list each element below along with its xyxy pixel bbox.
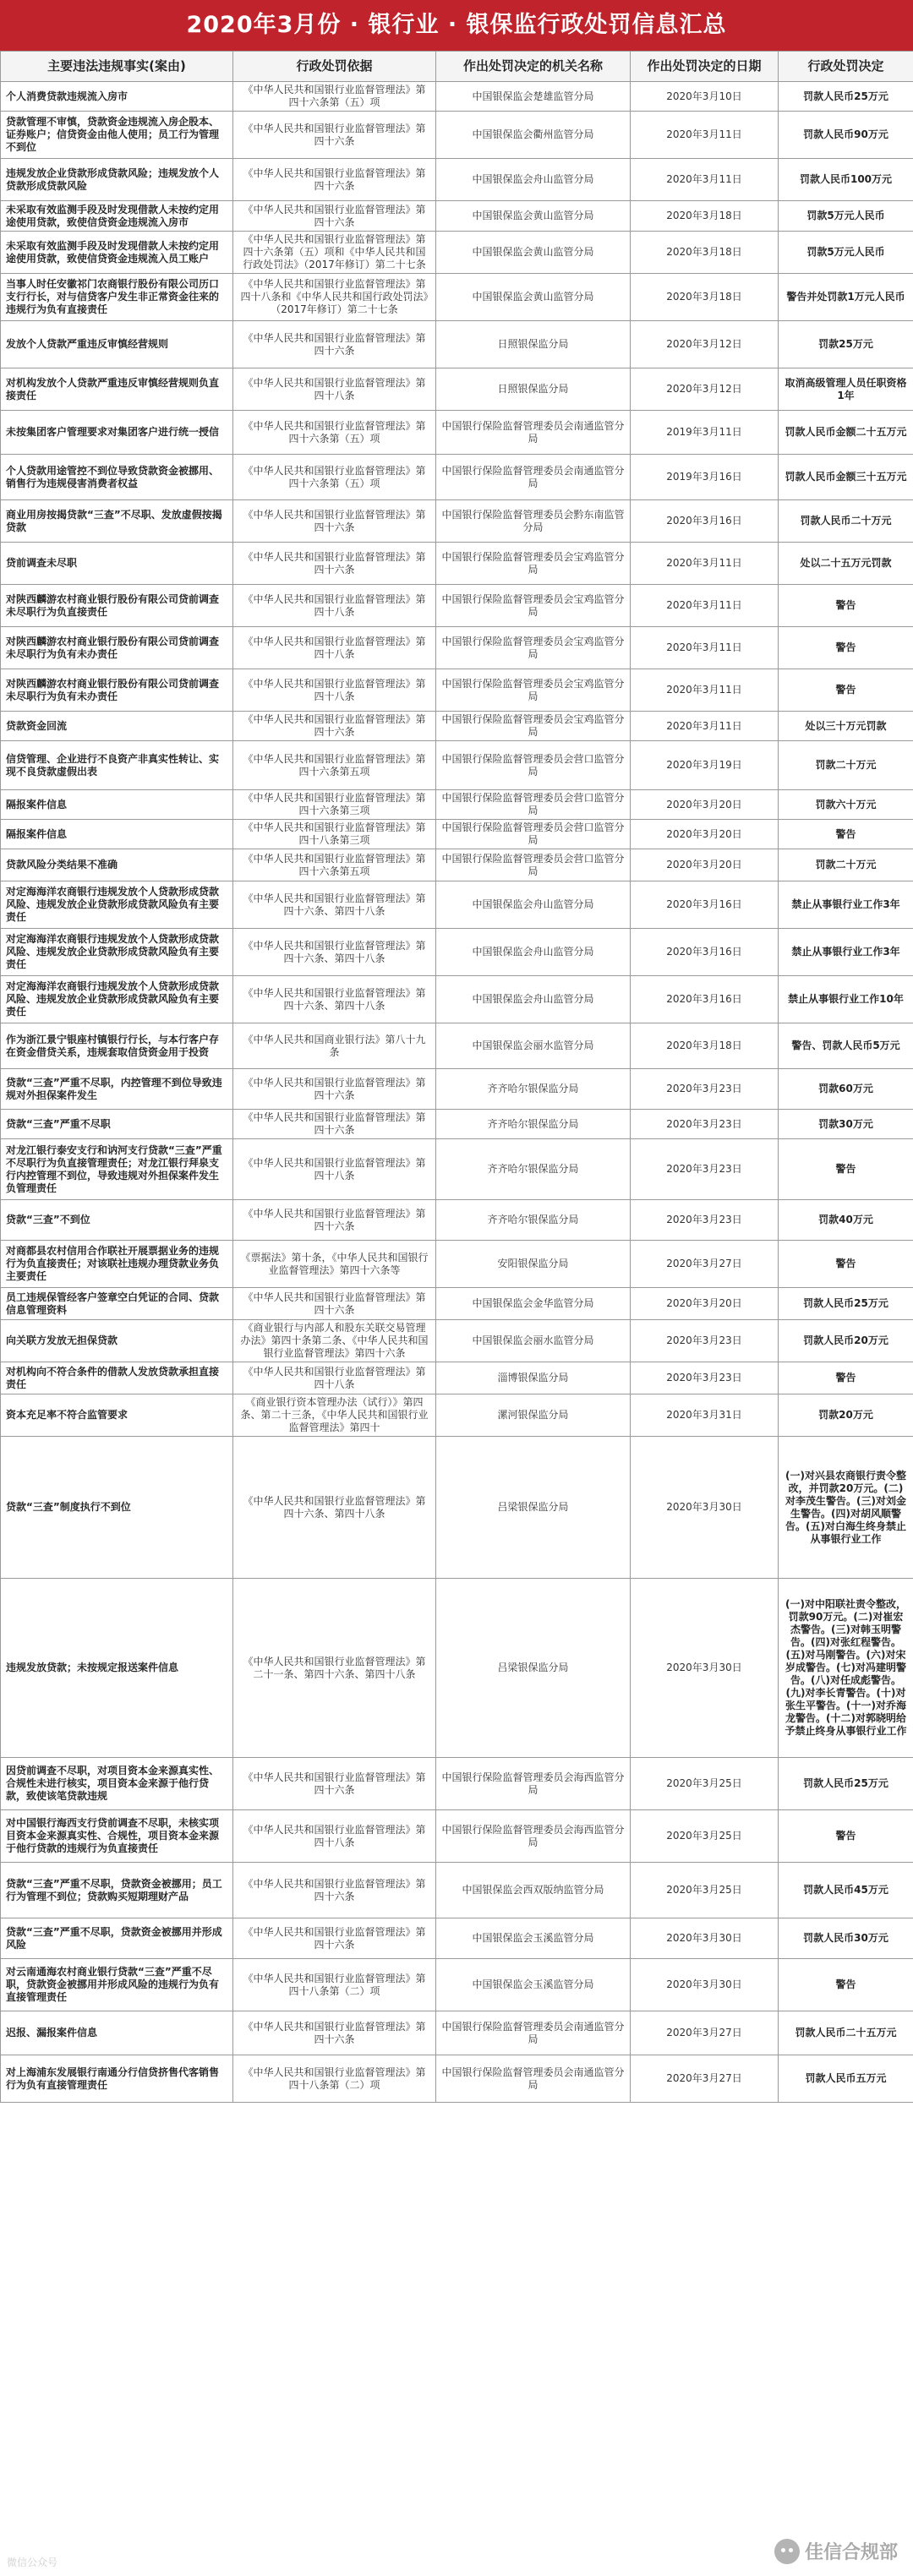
column-header-decision: 行政处罚决定 xyxy=(779,52,913,82)
cell-organ: 中国银行保险监督管理委员会南通监管分局 xyxy=(436,2055,631,2103)
cell-organ: 中国银行保险监督管理委员会海西监管分局 xyxy=(436,1810,631,1863)
cell-date: 2020年3月18日 xyxy=(631,1023,779,1069)
cell-fact: 员工违规保管经客户签章空白凭证的合同、贷款信息管理资料 xyxy=(1,1288,233,1320)
cell-fact: 对中国银行海西支行贷前调查不尽职，未核实项目资本金来源真实性、合规性，项目资本金来源于他行贷款的违规行为负直接责任 xyxy=(1,1810,233,1863)
column-header-organ: 作出处罚决定的机关名称 xyxy=(436,52,631,82)
cell-basis: 《中华人民共和国银行业监督管理法》第四十八条第三项 xyxy=(233,820,436,849)
cell-date: 2020年3月11日 xyxy=(631,669,779,712)
cell-date: 2020年3月20日 xyxy=(631,820,779,849)
table-row xyxy=(1,455,913,500)
cell-date: 2020年3月16日 xyxy=(631,881,779,929)
cell-fact: 向关联方发放无担保贷款 xyxy=(1,1320,233,1362)
table-row xyxy=(1,712,913,741)
cell-date: 2020年3月18日 xyxy=(631,274,779,321)
cell-fact: 对龙江银行泰安支行和讷河支行贷款“三查”严重不尽职行为负直接管理责任；对龙江银行拜泉支行内控管理不到位，导致违规对外担保案件发生负管理责任 xyxy=(1,1139,233,1200)
watermark-left: 微信公众号 xyxy=(7,2557,58,2568)
cell-basis: 《中华人民共和国银行业监督管理法》第四十六条第三项 xyxy=(233,790,436,820)
table-row xyxy=(1,112,913,159)
cell-decision: 罚款人民币二十五万元 xyxy=(779,2011,913,2055)
cell-date: 2020年3月25日 xyxy=(631,1810,779,1863)
cell-organ: 中国银行保险监督管理委员会南通监管分局 xyxy=(436,411,631,455)
cell-organ: 中国银保监会丽水监管分局 xyxy=(436,1023,631,1069)
cell-organ: 中国银保监会舟山监管分局 xyxy=(436,976,631,1023)
cell-decision: 罚款5万元人民币 xyxy=(779,232,913,274)
cell-fact: 贷款“三查”严重不尽职 xyxy=(1,1110,233,1139)
cell-basis: 《中华人民共和国银行业监督管理法》第四十六条 xyxy=(233,201,436,232)
cell-basis: 《中华人民共和国银行业监督管理法》第四十六条 xyxy=(233,2011,436,2055)
table-row xyxy=(1,1320,913,1362)
cell-organ: 中国银保监会黄山监管分局 xyxy=(436,201,631,232)
cell-decision: 罚款40万元 xyxy=(779,1200,913,1241)
cell-basis: 《中华人民共和国银行业监督管理法》第四十六条第（五）项和《中华人民共和国行政处罚法》（2017年修订）第二十七条 xyxy=(233,232,436,274)
cell-date: 2020年3月20日 xyxy=(631,790,779,820)
cell-date: 2020年3月25日 xyxy=(631,1863,779,1918)
cell-date: 2020年3月27日 xyxy=(631,1241,779,1288)
cell-date: 2020年3月11日 xyxy=(631,585,779,627)
table-row xyxy=(1,881,913,929)
cell-date: 2020年3月18日 xyxy=(631,232,779,274)
cell-basis: 《中华人民共和国银行业监督管理法》第四十六条、第四十八条 xyxy=(233,881,436,929)
cell-decision: 罚款5万元人民币 xyxy=(779,201,913,232)
cell-organ: 中国银保监会舟山监管分局 xyxy=(436,881,631,929)
cell-organ: 中国银保监会黄山监管分局 xyxy=(436,274,631,321)
cell-fact: 贷款“三查”制度执行不到位 xyxy=(1,1437,233,1579)
cell-organ: 淄博银保监分局 xyxy=(436,1362,631,1394)
cell-basis: 《中华人民共和国银行业监督管理法》第四十六条 xyxy=(233,1288,436,1320)
cell-date: 2020年3月27日 xyxy=(631,2055,779,2103)
cell-decision: 罚款六十万元 xyxy=(779,790,913,820)
cell-fact: 商业用房按揭贷款“三查”不尽职、发放虚假按揭贷款 xyxy=(1,500,233,543)
cell-basis: 《中华人民共和国银行业监督管理法》第四十六条、第四十八条 xyxy=(233,1437,436,1579)
cell-organ: 齐齐哈尔银保监分局 xyxy=(436,1200,631,1241)
cell-fact: 资本充足率不符合监管要求 xyxy=(1,1394,233,1437)
cell-basis: 《中华人民共和国银行业监督管理法》第四十六条第（五）项 xyxy=(233,82,436,112)
cell-basis: 《中华人民共和国银行业监督管理法》第四十六条 xyxy=(233,543,436,585)
cell-fact: 隔报案件信息 xyxy=(1,790,233,820)
cell-organ: 吕梁银保监分局 xyxy=(436,1437,631,1579)
cell-organ: 漯河银保监分局 xyxy=(436,1394,631,1437)
table-row xyxy=(1,274,913,321)
cell-fact: 贷款管理不审慎，贷款资金违规流入房企股本、证券账户；信贷资金由他人使用；员工行为管理不到位 xyxy=(1,112,233,159)
cell-decision: 罚款20万元 xyxy=(779,1394,913,1437)
cell-fact: 隔报案件信息 xyxy=(1,820,233,849)
cell-fact: 个人贷款用途管控不到位导致贷款资金被挪用、销售行为违规侵害消费者权益 xyxy=(1,455,233,500)
cell-organ: 中国银行保险监督管理委员会宝鸡监管分局 xyxy=(436,627,631,669)
cell-organ: 齐齐哈尔银保监分局 xyxy=(436,1110,631,1139)
table-row xyxy=(1,1810,913,1863)
cell-date: 2020年3月23日 xyxy=(631,1110,779,1139)
cell-decision: 罚款二十万元 xyxy=(779,849,913,881)
cell-decision: 罚款25万元 xyxy=(779,321,913,368)
cell-organ: 中国银行保险监督管理委员会营口监管分局 xyxy=(436,849,631,881)
table-row xyxy=(1,321,913,368)
cell-decision: 警告 xyxy=(779,627,913,669)
cell-date: 2019年3月16日 xyxy=(631,455,779,500)
cell-date: 2020年3月23日 xyxy=(631,1200,779,1241)
cell-date: 2020年3月23日 xyxy=(631,1069,779,1110)
cell-fact: 对上海浦东发展银行南通分行信贷挤售代客销售行为负有直接管理责任 xyxy=(1,2055,233,2103)
cell-basis: 《中华人民共和国银行业监督管理法》第四十八条和《中华人民共和国行政处罚法》（2017年修订）第二十七条 xyxy=(233,274,436,321)
cell-fact: 对机构发放个人贷款严重违反审慎经营规则负直接责任 xyxy=(1,368,233,411)
table-row xyxy=(1,232,913,274)
cell-organ: 中国银保监会舟山监管分局 xyxy=(436,159,631,201)
table-row xyxy=(1,976,913,1023)
table-row xyxy=(1,1362,913,1394)
table-row xyxy=(1,1200,913,1241)
cell-decision: 罚款人民币金额三十五万元 xyxy=(779,455,913,500)
cell-organ: 齐齐哈尔银保监分局 xyxy=(436,1069,631,1110)
cell-decision: 处以三十万元罚款 xyxy=(779,712,913,741)
cell-fact: 贷款“三查”不到位 xyxy=(1,1200,233,1241)
cell-organ: 中国银行保险监督管理委员会宝鸡监管分局 xyxy=(436,585,631,627)
cell-fact: 当事人时任安徽祁门农商银行股份有限公司历口支行行长，对与信贷客户发生非正常资金往来的违规行为负有直接责任 xyxy=(1,274,233,321)
cell-organ: 中国银行保险监督管理委员会海西监管分局 xyxy=(436,1758,631,1810)
cell-decision: 取消高级管理人员任职资格1年 xyxy=(779,368,913,411)
cell-basis: 《中华人民共和国银行业监督管理法》第四十八条 xyxy=(233,1139,436,1200)
table-row xyxy=(1,543,913,585)
cell-organ: 中国银保监会舟山监管分局 xyxy=(436,929,631,976)
cell-fact: 贷款“三查”严重不尽职，贷款资金被挪用并形成风险 xyxy=(1,1918,233,1959)
cell-fact: 作为浙江景宁银座村镇银行行长，与本行客户存在资金借贷关系，违规套取信贷资金用于投资 xyxy=(1,1023,233,1069)
cell-fact: 对定海海洋农商银行违规发放个人贷款形成贷款风险、违规发放企业贷款形成贷款风险负有主要责任 xyxy=(1,976,233,1023)
cell-fact: 贷款资金回流 xyxy=(1,712,233,741)
cell-basis: 《中华人民共和国银行业监督管理法》第四十六条 xyxy=(233,712,436,741)
table-row xyxy=(1,1110,913,1139)
cell-decision: 禁止从事银行业工作3年 xyxy=(779,929,913,976)
cell-decision: 罚款人民币20万元 xyxy=(779,1320,913,1362)
table-row xyxy=(1,627,913,669)
table-row xyxy=(1,1437,913,1579)
cell-organ: 中国银行保险监督管理委员会南通监管分局 xyxy=(436,455,631,500)
cell-date: 2020年3月25日 xyxy=(631,1758,779,1810)
cell-fact: 对陕西麟游农村商业银行股份有限公司贷前调查未尽职行为负有未办责任 xyxy=(1,669,233,712)
table-row xyxy=(1,820,913,849)
table-row xyxy=(1,790,913,820)
cell-basis: 《中华人民共和国商业银行法》第八十九条 xyxy=(233,1023,436,1069)
cell-organ: 中国银行保险监督管理委员会宝鸡监管分局 xyxy=(436,712,631,741)
table-row xyxy=(1,411,913,455)
cell-basis: 《中华人民共和国银行业监督管理法》第四十六条 xyxy=(233,1069,436,1110)
column-header-fact: 主要违法违规事实(案由) xyxy=(1,52,233,82)
cell-basis: 《中华人民共和国银行业监督管理法》第四十六条 xyxy=(233,321,436,368)
cell-basis: 《中华人民共和国银行业监督管理法》第四十六条 xyxy=(233,500,436,543)
cell-organ: 中国银保监会玉溪监管分局 xyxy=(436,1959,631,2011)
cell-decision: (一)对中阳联社责令整改，罚款90万元。(二)对崔宏杰警告。(三)对韩玉明警告。(四)对张红程警告。(五)对马刚警告。(六)对宋岁成警告。(七)对冯建明警告。(八)对任成彪警告。(九)对李长青警告。(十)对张生平警告。(十一)对乔海龙警告。(十二)对郭晓明给予禁止终身从事银行业工作 xyxy=(779,1579,913,1758)
cell-basis: 《中华人民共和国银行业监督管理法》第四十八条 xyxy=(233,585,436,627)
cell-decision: 罚款人民币100万元 xyxy=(779,159,913,201)
cell-fact: 违规发放企业贷款形成贷款风险；违规发放个人贷款形成贷款风险 xyxy=(1,159,233,201)
cell-decision: 罚款人民币25万元 xyxy=(779,1758,913,1810)
cell-organ: 中国银保监会金华监管分局 xyxy=(436,1288,631,1320)
cell-basis: 《中华人民共和国银行业监督管理法》第四十六条 xyxy=(233,1863,436,1918)
cell-basis: 《中华人民共和国银行业监督管理法》第四十八条 xyxy=(233,1362,436,1394)
cell-fact: 因贷前调查不尽职，对项目资本金来源真实性、合规性未进行核实，项目资本金来源于他行贷款，致使该笔贷款违规 xyxy=(1,1758,233,1810)
cell-fact: 对商都县农村信用合作联社开展票据业务的违规行为负直接责任；对该联社违规办理贷款业务负主要责任 xyxy=(1,1241,233,1288)
table-header-row xyxy=(1,52,913,82)
cell-basis: 《中华人民共和国银行业监督管理法》第四十八条第（二）项 xyxy=(233,1959,436,2011)
table-row xyxy=(1,1918,913,1959)
cell-decision: 警告 xyxy=(779,1810,913,1863)
cell-date: 2020年3月30日 xyxy=(631,1959,779,2011)
cell-date: 2020年3月30日 xyxy=(631,1579,779,1758)
table-row xyxy=(1,1959,913,2011)
cell-fact: 对定海海洋农商银行违规发放个人贷款形成贷款风险、违规发放企业贷款形成贷款风险负有主要责任 xyxy=(1,881,233,929)
cell-organ: 中国银行保险监督管理委员会营口监管分局 xyxy=(436,741,631,790)
table-row xyxy=(1,1069,913,1110)
cell-decision: 罚款60万元 xyxy=(779,1069,913,1110)
cell-decision: 警告 xyxy=(779,1241,913,1288)
cell-date: 2020年3月16日 xyxy=(631,500,779,543)
cell-organ: 中国银行保险监督管理委员会黔东南监管分局 xyxy=(436,500,631,543)
cell-basis: 《中华人民共和国银行业监督管理法》第四十八条 xyxy=(233,627,436,669)
cell-fact: 对陕西麟游农村商业银行股份有限公司贷前调查未尽职行为负直接责任 xyxy=(1,585,233,627)
table-row xyxy=(1,1758,913,1810)
cell-date: 2020年3月30日 xyxy=(631,1437,779,1579)
cell-date: 2020年3月16日 xyxy=(631,976,779,1023)
table-row xyxy=(1,82,913,112)
cell-fact: 对机构向不符合条件的借款人发放贷款承担直接责任 xyxy=(1,1362,233,1394)
cell-decision: 禁止从事银行业工作3年 xyxy=(779,881,913,929)
table-row xyxy=(1,1023,913,1069)
cell-date: 2020年3月16日 xyxy=(631,929,779,976)
cell-fact: 对云南通海农村商业银行贷款“三查”严重不尽职，贷款资金被挪用并形成风险的违规行为负有直接管理责任 xyxy=(1,1959,233,2011)
cell-decision: 罚款人民币二十万元 xyxy=(779,500,913,543)
cell-decision: 警告 xyxy=(779,585,913,627)
cell-date: 2020年3月11日 xyxy=(631,712,779,741)
cell-basis: 《中华人民共和国银行业监督管理法》第四十六条第（五）项 xyxy=(233,455,436,500)
cell-date: 2020年3月30日 xyxy=(631,1918,779,1959)
cell-basis: 《中华人民共和国银行业监督管理法》第四十八条 xyxy=(233,368,436,411)
cell-organ: 安阳银保监分局 xyxy=(436,1241,631,1288)
cell-date: 2020年3月20日 xyxy=(631,849,779,881)
page-title: 2020年3月份 · 银行业 · 银保监行政处罚信息汇总 xyxy=(0,0,913,51)
cell-fact: 发放个人贷款严重违反审慎经营规则 xyxy=(1,321,233,368)
cell-basis: 《中华人民共和国银行业监督管理法》第四十六条 xyxy=(233,1918,436,1959)
cell-decision: 警告 xyxy=(779,1959,913,2011)
watermark xyxy=(769,2536,903,2566)
cell-decision: 罚款人民币25万元 xyxy=(779,82,913,112)
cell-basis: 《中华人民共和国银行业监督管理法》第四十六条 xyxy=(233,159,436,201)
cell-basis: 《中华人民共和国银行业监督管理法》第四十六条、第四十八条 xyxy=(233,929,436,976)
cell-basis: 《中华人民共和国银行业监督管理法》第四十六条 xyxy=(233,1758,436,1810)
cell-fact: 个人消费贷款违规流入房市 xyxy=(1,82,233,112)
cell-date: 2019年3月11日 xyxy=(631,411,779,455)
table-row xyxy=(1,1579,913,1758)
cell-decision: 禁止从事银行业工作10年 xyxy=(779,976,913,1023)
cell-date: 2020年3月27日 xyxy=(631,2011,779,2055)
table-body xyxy=(1,82,913,2103)
cell-decision: (一)对兴县农商银行责令整改，并罚款20万元。(二)对李茂生警告。(三)对刘金生警告。(四)对胡风顺警告。(五)对白海生终身禁止从事银行业工作 xyxy=(779,1437,913,1579)
cell-organ: 中国银保监会楚雄监管分局 xyxy=(436,82,631,112)
table-row xyxy=(1,669,913,712)
column-header-basis: 行政处罚依据 xyxy=(233,52,436,82)
cell-basis: 《中华人民共和国银行业监督管理法》第四十六条 xyxy=(233,1110,436,1139)
table-row xyxy=(1,159,913,201)
cell-date: 2020年3月19日 xyxy=(631,741,779,790)
cell-basis: 《中华人民共和国银行业监督管理法》第四十六条 xyxy=(233,112,436,159)
cell-date: 2020年3月12日 xyxy=(631,368,779,411)
table-row xyxy=(1,2055,913,2103)
cell-decision: 罚款人民币25万元 xyxy=(779,1288,913,1320)
table-row xyxy=(1,1139,913,1200)
cell-date: 2020年3月11日 xyxy=(631,112,779,159)
cell-date: 2020年3月11日 xyxy=(631,627,779,669)
cell-date: 2020年3月23日 xyxy=(631,1320,779,1362)
cell-date: 2020年3月18日 xyxy=(631,201,779,232)
cell-decision: 罚款30万元 xyxy=(779,1110,913,1139)
cell-fact: 信贷管理、企业进行不良资产非真实性转让、实现不良贷款虚假出表 xyxy=(1,741,233,790)
cell-date: 2020年3月31日 xyxy=(631,1394,779,1437)
table-row xyxy=(1,1241,913,1288)
cell-date: 2020年3月23日 xyxy=(631,1362,779,1394)
cell-basis: 《商业银行与内部人和股东关联交易管理办法》第四十条第二条、《中华人民共和国银行业监督管理法》第四十六条 xyxy=(233,1320,436,1362)
cell-organ: 中国银行保险监督管理委员会宝鸡监管分局 xyxy=(436,669,631,712)
cell-decision: 警告 xyxy=(779,669,913,712)
cell-fact: 贷款“三查”严重不尽职，贷款资金被挪用；员工行为管理不到位；贷款购买短期理财产品 xyxy=(1,1863,233,1918)
table-row xyxy=(1,741,913,790)
cell-basis: 《中华人民共和国银行业监督管理法》第四十八条 xyxy=(233,669,436,712)
cell-fact: 未采取有效监测手段及时发现借款人未按约定用途使用贷款，致使信贷资金违规流入房市 xyxy=(1,201,233,232)
cell-decision: 处以二十五万元罚款 xyxy=(779,543,913,585)
cell-fact: 贷前调查未尽职 xyxy=(1,543,233,585)
cell-fact: 迟报、漏报案件信息 xyxy=(1,2011,233,2055)
cell-decision: 警告、罚款人民币5万元 xyxy=(779,1023,913,1069)
cell-organ: 中国银行保险监督管理委员会南通监管分局 xyxy=(436,2011,631,2055)
table-row xyxy=(1,500,913,543)
cell-organ: 中国银保监会黄山监管分局 xyxy=(436,232,631,274)
cell-basis: 《中华人民共和国银行业监督管理法》第四十六条 xyxy=(233,1200,436,1241)
cell-basis: 《票据法》第十条，《中华人民共和国银行业监督管理法》第四十六条等 xyxy=(233,1241,436,1288)
table-row xyxy=(1,368,913,411)
table-row xyxy=(1,1288,913,1320)
table-row xyxy=(1,585,913,627)
table-row xyxy=(1,1863,913,1918)
cell-basis: 《中华人民共和国银行业监督管理法》第四十六条、第四十八条 xyxy=(233,976,436,1023)
cell-decision: 警告 xyxy=(779,1139,913,1200)
cell-basis: 《中华人民共和国银行业监督管理法》第四十六条第五项 xyxy=(233,849,436,881)
penalty-table xyxy=(0,51,913,2103)
cell-date: 2020年3月10日 xyxy=(631,82,779,112)
cell-fact: 贷款风险分类结果不准确 xyxy=(1,849,233,881)
cell-decision: 罚款人民币30万元 xyxy=(779,1918,913,1959)
cell-fact: 贷款“三查”严重不尽职，内控管理不到位导致违规对外担保案件发生 xyxy=(1,1069,233,1110)
cell-organ: 中国银保监会丽水监管分局 xyxy=(436,1320,631,1362)
cell-fact: 未采取有效监测手段及时发现借款人未按约定用途使用贷款，致使信贷资金违规流入员工账户 xyxy=(1,232,233,274)
cell-decision: 警告 xyxy=(779,820,913,849)
cell-date: 2020年3月20日 xyxy=(631,1288,779,1320)
watermark-text: 佳信合规部 xyxy=(804,2542,898,2563)
wechat-icon xyxy=(774,2539,800,2564)
cell-fact: 对陕西麟游农村商业银行股份有限公司贷前调查未尽职行为负有未办责任 xyxy=(1,627,233,669)
cell-decision: 罚款人民币90万元 xyxy=(779,112,913,159)
cell-organ: 中国银行保险监督管理委员会宝鸡监管分局 xyxy=(436,543,631,585)
cell-basis: 《中华人民共和国银行业监督管理法》第四十六条第（五）项 xyxy=(233,411,436,455)
cell-date: 2020年3月11日 xyxy=(631,543,779,585)
column-header-date: 作出处罚决定的日期 xyxy=(631,52,779,82)
cell-decision: 罚款人民币45万元 xyxy=(779,1863,913,1918)
cell-fact: 未按集团客户管理要求对集团客户进行统一授信 xyxy=(1,411,233,455)
cell-organ: 日照银保监分局 xyxy=(436,368,631,411)
table-row xyxy=(1,2011,913,2055)
cell-date: 2020年3月11日 xyxy=(631,159,779,201)
cell-decision: 罚款人民币五万元 xyxy=(779,2055,913,2103)
cell-basis: 《商业银行资本管理办法（试行）》第四条、第二十三条，《中华人民共和国银行业监督管理法》第四十 xyxy=(233,1394,436,1437)
table-row xyxy=(1,201,913,232)
cell-decision: 罚款二十万元 xyxy=(779,741,913,790)
cell-organ: 中国银行保险监督管理委员会营口监管分局 xyxy=(436,790,631,820)
table-row xyxy=(1,849,913,881)
cell-organ: 中国银保监会衢州监管分局 xyxy=(436,112,631,159)
cell-organ: 中国银保监会玉溪监管分局 xyxy=(436,1918,631,1959)
cell-date: 2020年3月23日 xyxy=(631,1139,779,1200)
cell-organ: 中国银保监会西双版纳监管分局 xyxy=(436,1863,631,1918)
cell-organ: 齐齐哈尔银保监分局 xyxy=(436,1139,631,1200)
table-row xyxy=(1,1394,913,1437)
cell-decision: 罚款人民币金额二十五万元 xyxy=(779,411,913,455)
cell-basis: 《中华人民共和国银行业监督管理法》第四十六条第五项 xyxy=(233,741,436,790)
cell-organ: 中国银行保险监督管理委员会营口监管分局 xyxy=(436,820,631,849)
cell-organ: 日照银保监分局 xyxy=(436,321,631,368)
cell-decision: 警告 xyxy=(779,1362,913,1394)
cell-basis: 《中华人民共和国银行业监督管理法》第四十八条 xyxy=(233,1810,436,1863)
cell-fact: 违规发放贷款；未按规定报送案件信息 xyxy=(1,1579,233,1758)
cell-fact: 对定海海洋农商银行违规发放个人贷款形成贷款风险、违规发放企业贷款形成贷款风险负有主要责任 xyxy=(1,929,233,976)
cell-organ: 吕梁银保监分局 xyxy=(436,1579,631,1758)
cell-decision: 警告并处罚款1万元人民币 xyxy=(779,274,913,321)
table-row xyxy=(1,929,913,976)
cell-date: 2020年3月12日 xyxy=(631,321,779,368)
cell-basis: 《中华人民共和国银行业监督管理法》第四十八条第（二）项 xyxy=(233,2055,436,2103)
cell-basis: 《中华人民共和国银行业监督管理法》第二十一条、第四十六条、第四十八条 xyxy=(233,1579,436,1758)
